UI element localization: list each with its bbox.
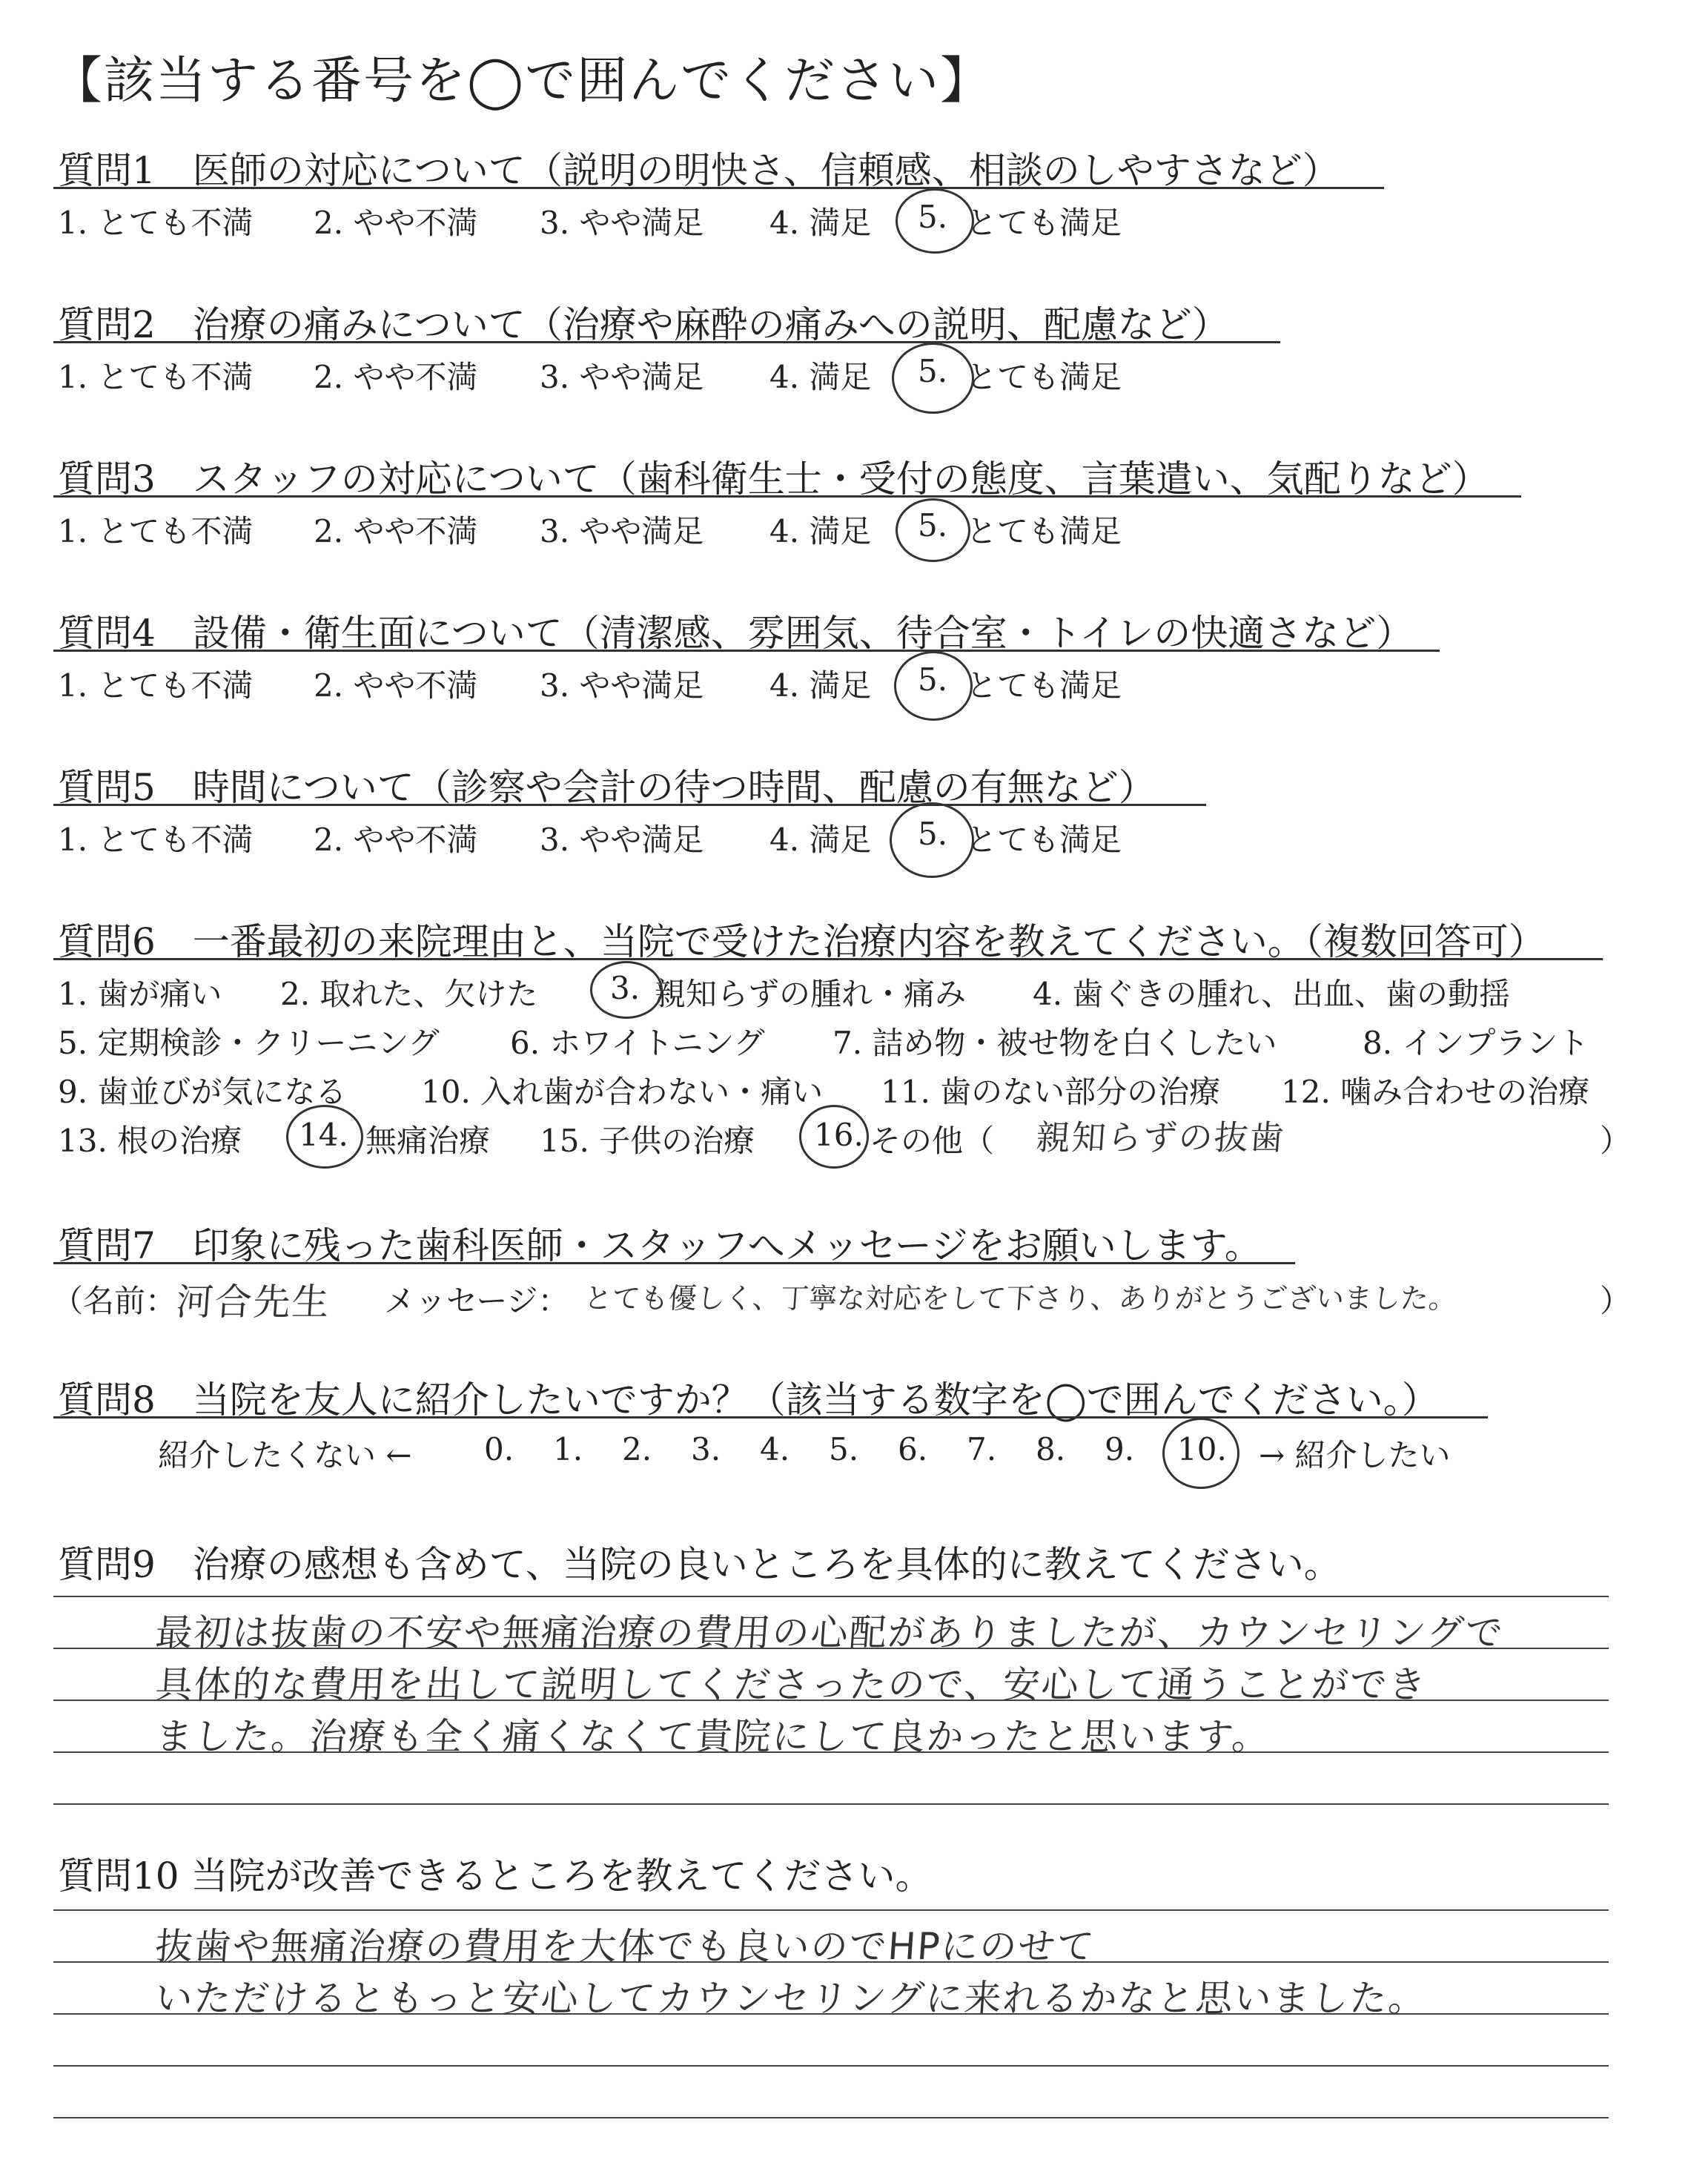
q2-option-5[interactable]: 5. xyxy=(918,353,948,389)
q1-option-5-label: とても満足 xyxy=(966,205,1122,241)
q10-rule-4 xyxy=(53,2065,1609,2067)
q5-option-5-label: とても満足 xyxy=(966,822,1122,858)
q6-option-3-label: 親知らずの腫れ・痛み xyxy=(655,976,967,1012)
q6-option-14-label: 無痛治療 xyxy=(365,1123,491,1159)
q6-option-2[interactable]: 2. 取れた、欠けた xyxy=(280,976,538,1012)
q6-option-4[interactable]: 4. 歯ぐきの腫れ、出血、歯の動揺 xyxy=(1033,976,1510,1012)
q6-option-10[interactable]: 10. 入れ歯が合わない・痛い xyxy=(421,1074,824,1110)
q5-option-3[interactable]: 3. やや満足 xyxy=(540,822,704,858)
q6-option-5[interactable]: 5. 定期検診・クリーニング xyxy=(58,1025,440,1061)
q2-title: 質問2 治療の痛みについて（治療や麻酔の痛みへの説明、配慮など） xyxy=(58,303,1229,346)
q9-answer-line-3[interactable]: ました。治療も全く痛くなくて貴院にして良かったと思います。 xyxy=(153,1715,1272,1758)
q9-title: 質問9 治療の感想も含めて、当院の良いところを具体的に教えてください。 xyxy=(58,1543,1341,1586)
q8-number-10[interactable]: 10. xyxy=(1177,1431,1227,1467)
q4-option-3[interactable]: 3. やや満足 xyxy=(540,667,704,704)
q3-title: 質問3 スタッフの対応について（歯科衛生士・受付の態度、言葉遣い、気配りなど） xyxy=(58,458,1489,501)
q4-option-1[interactable]: 1. とても不満 xyxy=(58,667,254,704)
q6-option-3[interactable]: 3. xyxy=(610,970,640,1006)
q7-name-value[interactable]: 河合先生 xyxy=(174,1281,332,1324)
q6-underline xyxy=(53,958,1603,960)
q10-rule-1 xyxy=(53,1909,1609,1911)
q5-option-4[interactable]: 4. 満足 xyxy=(769,822,872,858)
q8-number-5[interactable]: 5. xyxy=(829,1431,859,1467)
q6-option-14-circle xyxy=(286,1105,363,1169)
q8-number-2[interactable]: 2. xyxy=(622,1431,652,1467)
q8-number-8[interactable]: 8. xyxy=(1036,1431,1066,1467)
q8-number-0[interactable]: 0. xyxy=(484,1431,514,1467)
q5-option-2[interactable]: 2. やや不満 xyxy=(314,822,478,858)
q7-name-label: （名前： xyxy=(52,1283,177,1319)
q10-rule-5 xyxy=(53,2117,1609,2118)
q8-number-6[interactable]: 6. xyxy=(898,1431,928,1467)
q2-option-5-label: とても満足 xyxy=(966,359,1122,395)
q4-title: 質問4 設備・衛生面について（清潔感、雰囲気、待合室・トイレの快適さなど） xyxy=(58,612,1414,655)
q9-answer-line-1[interactable]: 最初は抜歯の不安や無痛治療の費用の心配がありましたが、カウンセリングで xyxy=(153,1611,1506,1654)
q6-other-text[interactable]: 親知らずの抜歯 xyxy=(1034,1117,1287,1157)
q6-option-12[interactable]: 12. 噛み合わせの治療 xyxy=(1281,1074,1590,1110)
q4-option-2[interactable]: 2. やや不満 xyxy=(314,667,478,704)
q8-number-4[interactable]: 4. xyxy=(760,1431,790,1467)
q1-selection-circle xyxy=(896,188,974,254)
q2-option-2[interactable]: 2. やや不満 xyxy=(314,359,478,395)
q8-number-1[interactable]: 1. xyxy=(553,1431,583,1467)
q5-underline xyxy=(53,804,1206,806)
q7-underline xyxy=(53,1262,1295,1264)
q5-option-1[interactable]: 1. とても不満 xyxy=(58,822,254,858)
q8-selection-circle xyxy=(1162,1418,1239,1489)
q2-selection-circle xyxy=(892,343,974,414)
q3-option-5[interactable]: 5. xyxy=(918,507,948,544)
q6-option-16[interactable]: 16. xyxy=(814,1117,864,1153)
q4-option-5[interactable]: 5. xyxy=(918,661,948,698)
q6-option-7[interactable]: 7. 詰め物・被せ物を白くしたい xyxy=(833,1025,1277,1061)
q1-title: 質問1 医師の対応について（説明の明快さ、信頼感、相談のしやすさなど） xyxy=(58,149,1340,192)
q1-option-4[interactable]: 4. 満足 xyxy=(769,205,872,241)
q7-message-label: メッセージ： xyxy=(384,1283,569,1319)
q3-option-3[interactable]: 3. やや満足 xyxy=(540,513,704,549)
q3-option-1[interactable]: 1. とても不満 xyxy=(58,513,254,549)
q6-option-9[interactable]: 9. 歯並びが気になる xyxy=(58,1074,347,1110)
q1-option-5[interactable]: 5. xyxy=(918,199,948,235)
q10-answer-line-1[interactable]: 抜歯や無痛治療の費用を大体でも良いのでHPにのせて xyxy=(153,1925,1097,1968)
q3-option-5-label: とても満足 xyxy=(966,513,1122,549)
q6-option-11[interactable]: 11. 歯のない部分の治療 xyxy=(881,1074,1221,1110)
page-heading: 【該当する番号を◯で囲んでください】 xyxy=(52,52,993,110)
q6-option-3-circle xyxy=(590,961,663,1019)
q3-selection-circle xyxy=(896,498,970,562)
q6-option-13[interactable]: 13. 根の治療 xyxy=(58,1123,242,1159)
q5-option-5[interactable]: 5. xyxy=(918,816,948,852)
q6-other-close-paren: ） xyxy=(1600,1123,1632,1159)
q4-underline xyxy=(53,650,1440,652)
q7-message-value[interactable]: とても優しく、丁寧な対応をして下さり、ありがとうございました。 xyxy=(583,1282,1458,1315)
q8-number-9[interactable]: 9. xyxy=(1105,1431,1135,1467)
q2-option-4[interactable]: 4. 満足 xyxy=(769,359,872,395)
q9-answer-line-2[interactable]: 具体的な費用を出して説明してくださったので、安心して通うことができ xyxy=(153,1663,1429,1706)
q3-option-4[interactable]: 4. 満足 xyxy=(769,513,872,549)
q8-right-label: → 紹介したい xyxy=(1259,1437,1451,1473)
q2-option-1[interactable]: 1. とても不満 xyxy=(58,359,254,395)
q7-close-paren: ） xyxy=(1600,1283,1632,1319)
q6-title: 質問6 一番最初の来院理由と、当院で受けた治療内容を教えてください。（複数回答可） xyxy=(58,920,1546,963)
q1-option-2[interactable]: 2. やや不満 xyxy=(314,205,478,241)
q4-option-5-label: とても満足 xyxy=(966,667,1122,704)
q8-number-3[interactable]: 3. xyxy=(691,1431,721,1467)
q6-option-1[interactable]: 1. 歯が痛い xyxy=(58,976,222,1012)
q9-rule-1 xyxy=(53,1596,1609,1597)
q10-answer-line-2[interactable]: いただけるともっと安心してカウンセリングに来れるかなと思いました。 xyxy=(153,1977,1429,2020)
q8-title: 質問8 当院を友人に紹介したいですか？（該当する数字を◯で囲んでください。） xyxy=(58,1378,1439,1421)
q3-option-2[interactable]: 2. やや不満 xyxy=(314,513,478,549)
q3-underline xyxy=(53,495,1521,498)
q10-title: 質問10 当院が改善できるところを教えてください。 xyxy=(58,1855,933,1898)
q5-selection-circle xyxy=(890,802,974,878)
q2-option-3[interactable]: 3. やや満足 xyxy=(540,359,704,395)
q8-underline xyxy=(53,1416,1488,1418)
q6-option-16-label: その他（ xyxy=(870,1123,995,1159)
q5-title: 質問5 時間について（診察や会計の待つ時間、配慮の有無など） xyxy=(58,766,1156,809)
q4-option-4[interactable]: 4. 満足 xyxy=(769,667,872,704)
q4-selection-circle xyxy=(894,651,973,721)
q7-title: 質問7 印象に残った歯科医師・スタッフへメッセージをお願いします。 xyxy=(58,1224,1262,1267)
q6-option-14[interactable]: 14. xyxy=(299,1117,348,1153)
q6-option-8[interactable]: 8. インプラント xyxy=(1363,1025,1589,1061)
q1-underline xyxy=(53,187,1384,189)
q6-option-16-circle xyxy=(799,1105,869,1169)
q6-option-6[interactable]: 6. ホワイトニング xyxy=(510,1025,765,1061)
q2-underline xyxy=(53,341,1280,343)
q9-rule-5 xyxy=(53,1803,1609,1805)
q6-option-15[interactable]: 15. 子供の治療 xyxy=(540,1123,755,1159)
q8-left-label: 紹介したくない ← xyxy=(158,1437,412,1473)
q1-option-3[interactable]: 3. やや満足 xyxy=(540,205,704,241)
q6-options xyxy=(58,970,1632,1215)
q1-option-1[interactable]: 1. とても不満 xyxy=(58,205,254,241)
q8-number-7[interactable]: 7. xyxy=(967,1431,997,1467)
